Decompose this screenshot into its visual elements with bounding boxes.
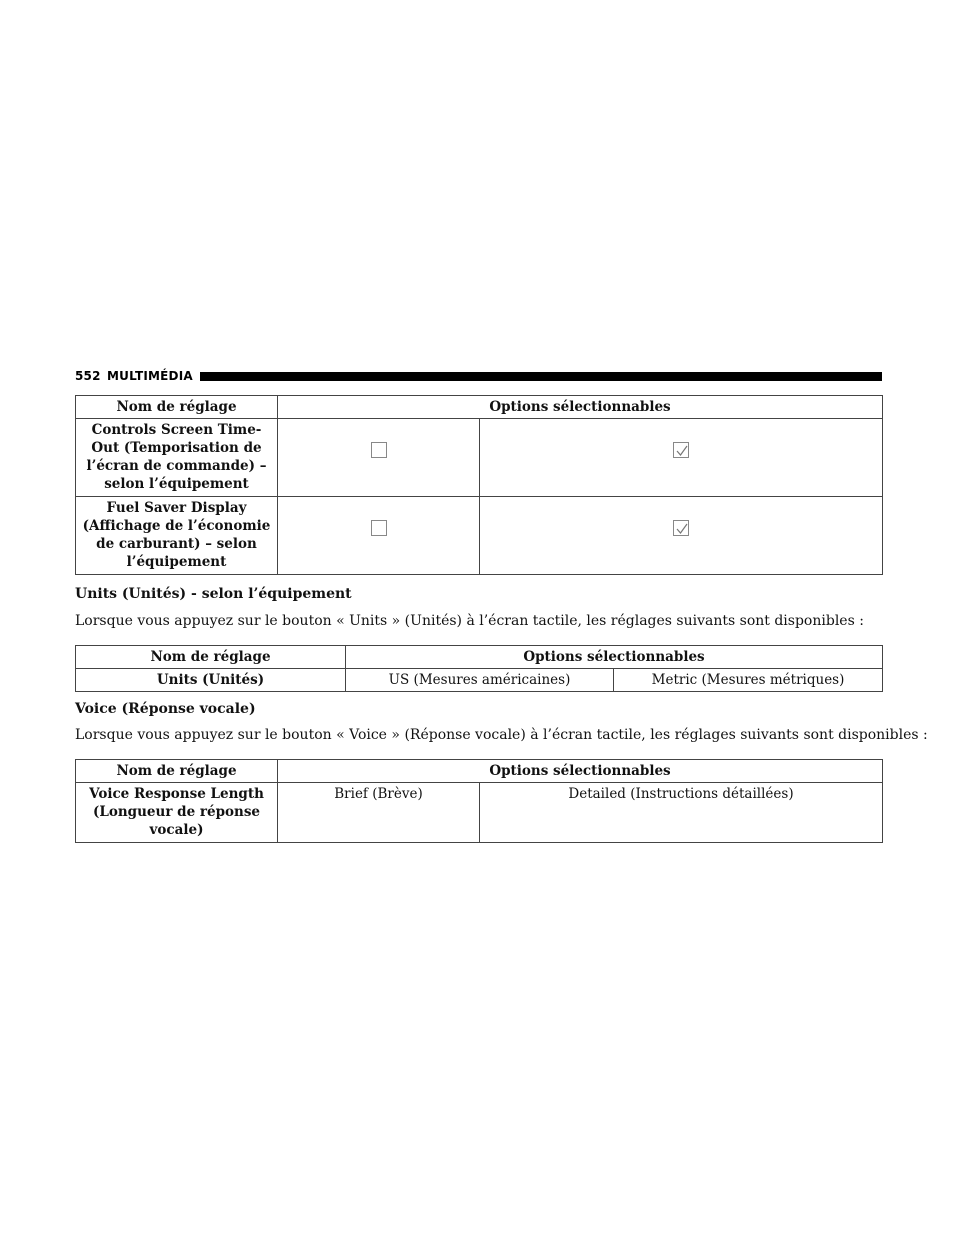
table-header-row [76,760,883,783]
setting-name: Units (Unités) [76,669,346,692]
option-cell [480,497,883,575]
option-cell [278,497,480,575]
option-cell: Metric (Mesures métriques) [614,669,883,692]
voice-description: Lorsque vous appuyez sur le bouton « Voice » (Réponse vocale) à l’écran tactile, les réglages suivants sont disponibles : [75,727,928,743]
page-header [75,366,882,386]
col-header-name: Nom de réglage [76,396,278,419]
col-header-options: Options sélectionnables [278,396,883,419]
col-header-name: Nom de réglage [76,646,346,669]
section-name: MULTIMÉDIA [107,369,193,383]
units-title: Units (Unités) - selon l’équipement [75,586,352,602]
units-table [75,645,883,692]
table-row [76,497,883,575]
units-description: Lorsque vous appuyez sur le bouton « Units » (Unités) à l’écran tactile, les réglages suivants sont disponibles : [75,613,864,629]
option-cell: US (Mesures américaines) [346,669,614,692]
table-header-row [76,396,883,419]
option-cell [480,419,883,497]
setting-name: Voice Response Length (Longueur de réponse vocale) [76,783,278,843]
unchecked-checkbox-icon [371,520,387,536]
setting-name: Fuel Saver Display (Affichage de l’économie de carburant) – selon l’équipement [76,497,278,575]
option-cell [278,419,480,497]
header-rule [200,372,882,381]
voice-table [75,759,883,843]
checked-checkbox-icon [673,442,689,458]
setting-name: Controls Screen Time-Out (Temporisation de l’écran de commande) – selon l’équipement [76,419,278,497]
table-row [76,669,883,692]
voice-title: Voice (Réponse vocale) [75,701,256,717]
checked-checkbox-icon [673,520,689,536]
option-cell: Brief (Brève) [278,783,480,843]
table-header-row [76,646,883,669]
col-header-options: Options sélectionnables [346,646,883,669]
table-row [76,419,883,497]
display-settings-table [75,395,883,575]
option-cell: Detailed (Instructions détaillées) [480,783,883,843]
table-row [76,783,883,843]
page-number: 552 [75,369,101,383]
unchecked-checkbox-icon [371,442,387,458]
col-header-name: Nom de réglage [76,760,278,783]
col-header-options: Options sélectionnables [278,760,883,783]
